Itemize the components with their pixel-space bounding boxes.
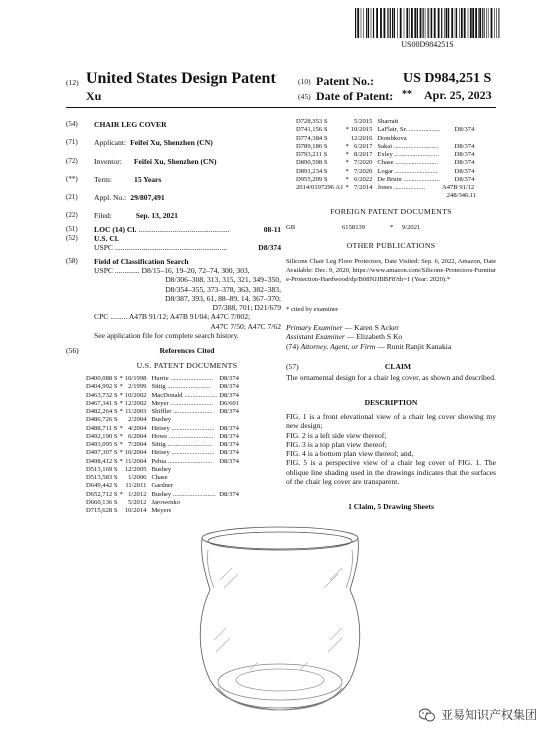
ref-number: D400,088 S <box>86 375 118 382</box>
ref-number: D492,190 S <box>86 432 118 440</box>
search-line: D7/388, 701; D21/679 <box>212 303 281 313</box>
field-label: Inventor: <box>94 156 122 166</box>
ref-date: 12/2016 <box>350 134 373 142</box>
ref-number: D652,712 S <box>86 490 118 498</box>
ref-name: MacDonald .................... <box>151 391 218 399</box>
ref-row <box>296 118 476 126</box>
ref-row <box>86 458 241 466</box>
foreign-doc-row <box>286 224 496 232</box>
ref-date: 4/2004 <box>128 424 147 432</box>
field-appl-no <box>66 193 281 202</box>
ref-name: Sharratt <box>377 118 399 125</box>
ref-star: * <box>119 432 123 440</box>
ref-number: D955,209 S <box>296 175 328 183</box>
ref-star: * <box>119 424 123 432</box>
search-line: D8/387, 393, 61, 88–89, 14, 367–370; <box>164 293 281 303</box>
claim-text: The ornamental design for a chair leg cover, as shown and described. <box>286 373 496 382</box>
ref-number: D467,341 S <box>86 399 118 407</box>
ref-star: * <box>345 167 349 175</box>
ref-class <box>442 118 476 126</box>
ref-date: 11/2003 <box>125 408 147 415</box>
ref-name: Exley ........................... <box>377 151 439 158</box>
ref-date: 5/2012 <box>128 498 147 506</box>
ref-number: D463,732 S <box>86 391 118 399</box>
ref-date: 10/2015 <box>350 126 373 134</box>
ref-class <box>442 135 476 143</box>
patent-number: US D984,251 S <box>403 71 492 86</box>
foreign-country: GB <box>286 224 296 231</box>
ref-class <box>219 507 241 515</box>
us-docs-left-list <box>86 375 241 515</box>
ref-date: 6/2017 <box>354 142 373 150</box>
field-label: Appl. No.: <box>94 193 127 203</box>
ref-class: D8/374 <box>219 432 239 440</box>
ref-date: 10/2002 <box>124 391 147 399</box>
foreign-heading: FOREIGN PATENT DOCUMENTS <box>330 207 452 216</box>
ref-number: D649,442 S <box>86 482 118 490</box>
ref-name: Chase <box>151 474 168 481</box>
description-line: FIG. 1 is a front elevational view of a chair leg cover showing my new design; <box>286 412 496 431</box>
field-label: Applicant: <box>94 138 127 148</box>
date-label: Date of Patent: <box>316 89 394 103</box>
ref-row <box>86 507 241 515</box>
leader-dots: ................................................ <box>138 224 230 234</box>
ref-star: * <box>119 391 123 399</box>
ref-number: D493,095 S <box>86 441 118 448</box>
field-loc <box>66 225 281 234</box>
field-label: U.S. Cl. <box>94 234 119 244</box>
foreign-number: 6158139 <box>342 224 366 231</box>
claim-code: (57) <box>286 362 299 371</box>
ref-date: 7/2014 <box>354 184 373 191</box>
ref-number: D498,412 S <box>86 457 118 465</box>
ref-name: Hurrie .......................... <box>151 375 214 382</box>
field-label: Term: <box>94 174 113 184</box>
ref-date: 5/2015 <box>354 118 373 125</box>
field-inventor <box>66 157 281 166</box>
ref-row <box>86 375 241 383</box>
ref-star: * <box>345 126 349 134</box>
ref-row <box>86 491 241 499</box>
field-value: 15 Years <box>134 174 162 184</box>
ref-row <box>296 184 476 192</box>
ref-star: * <box>345 175 349 183</box>
patent-no-label: Patent No.: <box>316 74 374 88</box>
ref-date: 2/1999 <box>128 383 147 391</box>
description-body <box>286 412 496 486</box>
wechat-icon <box>419 708 435 722</box>
ref-number: D513,583 S <box>86 474 118 481</box>
ref-number: D728,353 S <box>296 118 328 125</box>
ref-name: Bushey <box>151 416 172 424</box>
ref-star: * <box>119 408 123 415</box>
search-note: See application file for complete search history. <box>94 331 239 341</box>
ref-number: 2014/0197296 A1 <box>296 184 344 191</box>
ref-number: D482,264 S <box>86 408 118 415</box>
field-label: LOC (14) Cl. <box>94 224 137 234</box>
ref-star: * <box>119 490 123 498</box>
ref-star: * <box>345 142 349 150</box>
ref-row <box>296 135 476 143</box>
field-code: (21) <box>66 193 78 202</box>
document-title: United States Design Patent <box>86 70 276 87</box>
search-uspc <box>66 266 281 340</box>
us-docs-right-list <box>296 118 476 201</box>
ref-row <box>86 433 241 441</box>
ref-name: Sittig ........................... <box>151 441 212 448</box>
assistant-examiner <box>286 332 496 341</box>
left-column <box>66 120 281 340</box>
description-line: FIG. 5 is a perspective view of a chair leg cover of FIG. 1. The oblique line shading used in the drawings indicates that the surfaces of the chair leg cover are transparent. <box>286 458 496 487</box>
ref-name: Bushey .......................... <box>151 490 216 498</box>
field-label: CHAIR LEG COVER <box>94 120 167 129</box>
description-heading: DESCRIPTION <box>364 398 418 407</box>
cited-by-examiner: * cited by examiner <box>286 306 339 313</box>
ref-name: Shiffler ........................ <box>151 408 213 415</box>
ref-row <box>86 482 241 490</box>
field-code: (22) <box>66 211 78 220</box>
ref-number: D513,169 S <box>86 465 118 473</box>
ref-date: 7/2020 <box>354 167 373 175</box>
ref-row <box>86 408 241 416</box>
ref-row <box>86 499 241 507</box>
ref-name: Bushey <box>151 465 172 473</box>
assistant-label: Assistant Examiner <box>286 332 345 342</box>
watermark-text: 亚易知识产权集团 <box>440 708 537 722</box>
ref-date: 10/1998 <box>124 375 147 382</box>
ref-class: D8/374 <box>454 167 475 175</box>
ref-continuation: 248/346.11 <box>446 192 477 200</box>
ref-class: D8/374 <box>219 408 239 415</box>
ref-number: D486,726 S <box>86 416 118 424</box>
code-10: (10) <box>298 77 311 86</box>
ref-date: 12/2005 <box>124 465 147 473</box>
ref-row <box>86 400 241 408</box>
ref-name: Gardner <box>151 482 174 490</box>
field-code: (58) <box>66 256 78 265</box>
description-line: FIG. 4 is a bottom plan view thereof; and, <box>286 449 414 459</box>
ref-class: D8/374 <box>219 457 239 465</box>
ref-class <box>219 416 241 424</box>
ref-star: * <box>119 383 123 391</box>
ref-star: * <box>119 457 123 465</box>
description-line: FIG. 3 is a top plan view thereof; <box>286 439 387 449</box>
foreign-date: 9/2021 <box>402 224 421 231</box>
other-publication: Silicone Chair Leg Floor Protectors, Date Visited: Sep. 6, 2022, Amazon, Date Available: Dec. 9, 2020, https://www.amazon.com/Silicone-Protectors-Furniture-Protection-Hardwood/dp/B08NJJBBF8?th=1 (Year: 2020).* <box>286 258 496 284</box>
ref-class: D6/601 <box>219 399 239 407</box>
search-line: USPC ............. D8/15–16, 19–20, 72–74, 300, 303, <box>94 265 250 275</box>
ref-number: D774,384 S <box>296 134 328 142</box>
ref-class <box>219 482 241 490</box>
field-value: Sep. 13, 2021 <box>135 211 178 221</box>
ref-name: De Bruin ...................... <box>377 175 440 183</box>
us-docs-heading: U.S. PATENT DOCUMENTS <box>136 361 238 370</box>
inventor-short: Xu <box>86 89 102 103</box>
field-applicant <box>66 138 281 147</box>
code-45: (45) <box>298 92 311 101</box>
ref-number: D660,136 S <box>86 498 118 506</box>
foreign-star: * <box>390 224 394 231</box>
ref-name: LaFlair, Sr. ................... <box>377 126 440 134</box>
ref-row <box>86 441 241 449</box>
ref-number: D497,307 S <box>86 449 118 457</box>
field-code: (71) <box>66 138 78 147</box>
ref-class: D8/374 <box>454 175 475 183</box>
ref-class: D8/374 <box>219 490 239 498</box>
ref-row <box>86 392 241 400</box>
ref-number: D488,711 S <box>86 424 118 432</box>
field-uspc <box>66 243 281 252</box>
ref-star: * <box>119 441 123 448</box>
attorney-label: Attorney, Agent, or Firm <box>300 341 376 351</box>
ref-row <box>86 474 241 482</box>
ref-name: Dombkova <box>377 134 407 142</box>
search-line: D8/306–308, 313, 315, 321, 349–350, <box>165 275 281 285</box>
ref-star: * <box>119 399 123 407</box>
field-value: Feifei Xu, Shenzhen (CN) <box>130 138 213 148</box>
ref-date: 7/2004 <box>128 441 147 448</box>
field-code: (54) <box>66 120 78 128</box>
ref-class <box>219 499 241 507</box>
ref-date: 10/2004 <box>124 449 147 457</box>
ref-date: 11/2004 <box>125 457 147 465</box>
ref-row <box>296 176 476 184</box>
chair-leg-cover-drawing <box>180 520 380 725</box>
field-code: (72) <box>66 156 78 165</box>
field-code: (52) <box>66 234 78 243</box>
code-12: (12) <box>66 78 79 87</box>
ref-number: D715,628 S <box>86 507 118 514</box>
field-value: 29/807,491 <box>130 193 165 203</box>
ref-number: D890,598 S <box>296 159 328 167</box>
ref-class: D8/374 <box>454 159 475 167</box>
ref-date: 12/2002 <box>124 399 147 407</box>
field-term <box>66 175 281 184</box>
ref-class: D8/374 <box>454 126 475 134</box>
ref-date: 2/2004 <box>128 416 147 424</box>
ref-name: Sittig .......................... <box>151 383 211 391</box>
header-rule <box>66 107 496 108</box>
ref-name: Logar .......................... <box>377 167 438 175</box>
ref-class: D8/374 <box>454 142 475 150</box>
ref-name: Meyers <box>151 507 172 514</box>
primary-name: — Karen S Acker <box>344 323 399 332</box>
field-label: Filed: <box>94 211 112 221</box>
ref-number: D793,211 S <box>296 151 328 158</box>
refs-heading: References Cited <box>159 346 215 355</box>
ref-class: D8/374 <box>219 424 239 432</box>
ref-star: * <box>119 449 123 457</box>
field-sub: USPC <box>94 243 113 253</box>
ref-name: Heisey .......................... <box>151 449 215 457</box>
patent-date: Apr. 25, 2023 <box>424 88 492 102</box>
other-pub-heading: OTHER PUBLICATIONS <box>346 241 436 250</box>
ref-row <box>86 383 241 391</box>
ref-name: Pehta ........................... <box>151 457 213 465</box>
watermark <box>419 706 537 723</box>
ref-star: * <box>345 151 349 158</box>
assistant-name: — Elizabeth S Ko <box>346 332 403 342</box>
ref-number: D891,234 S <box>296 167 328 175</box>
ref-row <box>86 449 241 457</box>
field-filed <box>66 211 281 220</box>
ref-date: 10/2014 <box>124 507 147 514</box>
ref-date: 8/2017 <box>354 151 373 158</box>
ref-row <box>296 168 476 176</box>
ref-name: Heisey .......................... <box>151 424 215 432</box>
primary-examiner <box>286 323 496 332</box>
ref-row <box>296 126 476 134</box>
leader-dots: ........................................................... <box>115 243 228 253</box>
refs-code: (56) <box>66 346 79 355</box>
ref-number: D404,992 S <box>86 383 118 391</box>
ref-class: D8/374 <box>454 151 475 158</box>
claim-heading: CLAIM <box>384 362 412 371</box>
search-line: A47C 7/50; A47C 7/62 <box>210 321 281 331</box>
barcode-number: US00D984251S <box>401 40 454 49</box>
attorney <box>286 342 496 351</box>
ref-class <box>219 466 241 474</box>
ref-date: 6/2022 <box>354 175 373 183</box>
description-line: FIG. 2 is a left side view thereof; <box>286 430 387 440</box>
ref-class: D8/374 <box>219 375 239 382</box>
ref-row <box>86 466 241 474</box>
ref-name: Sakai ........................... <box>377 142 439 150</box>
field-search <box>66 257 281 266</box>
field-uscl <box>66 234 281 243</box>
field-title <box>66 120 281 129</box>
ref-class: D8/374 <box>219 441 239 448</box>
ref-class <box>219 474 241 482</box>
ref-date: 11/2011 <box>125 482 147 490</box>
ref-name: Chase .......................... <box>377 159 438 167</box>
ref-row <box>296 151 476 159</box>
ref-number: D741,156 S <box>296 126 328 134</box>
barcode <box>355 8 500 38</box>
ref-star: * <box>345 159 349 167</box>
ref-star: * <box>345 184 349 191</box>
field-code: (51) <box>66 224 78 233</box>
ref-row <box>296 143 476 151</box>
ref-name: Howe ........................... <box>151 432 214 440</box>
ref-class: D8/374 <box>219 449 239 457</box>
attorney-code: (74) <box>286 341 299 351</box>
ref-name: Jarowenko <box>151 498 181 506</box>
ref-class: D8/374 <box>219 391 239 399</box>
ref-class: D8/374 <box>219 383 239 391</box>
claims-drawings-count: 1 Claim, 5 Drawing Sheets <box>348 502 434 511</box>
examiners <box>286 323 496 351</box>
ref-date: 7/2020 <box>354 159 373 167</box>
ref-row <box>86 416 241 424</box>
ref-star: * <box>119 375 123 382</box>
ref-row <box>296 159 476 167</box>
ref-date: 6/2004 <box>128 432 147 440</box>
ref-date: 1/2012 <box>128 490 147 498</box>
date-stars: ** <box>402 89 412 100</box>
ref-class: A47B 91/12 <box>441 184 475 191</box>
ref-row <box>86 425 241 433</box>
field-label: Field of Classification Search <box>94 256 189 266</box>
search-line: D8/354–355, 373–378, 363, 382–383, <box>165 284 281 294</box>
field-value: Feifei Xu, Shenzhen (CN) <box>133 156 217 166</box>
ref-date: 1/2006 <box>128 474 147 481</box>
field-code: (**) <box>66 174 78 183</box>
ref-name: Meyer .......................... <box>151 399 214 407</box>
search-line: CPC ......... A47B 91/12; A47B 91/04; A47C 7/002; <box>94 312 251 322</box>
ref-number: D789,186 S <box>296 142 328 150</box>
ref-name: Jones ................... <box>377 184 425 191</box>
field-value: 08-11 <box>263 224 281 234</box>
attorney-name: — Runit Ranjit Kanakia <box>377 341 452 351</box>
primary-label: Primary Examiner <box>286 323 343 332</box>
field-value: D8/374 <box>258 243 281 253</box>
